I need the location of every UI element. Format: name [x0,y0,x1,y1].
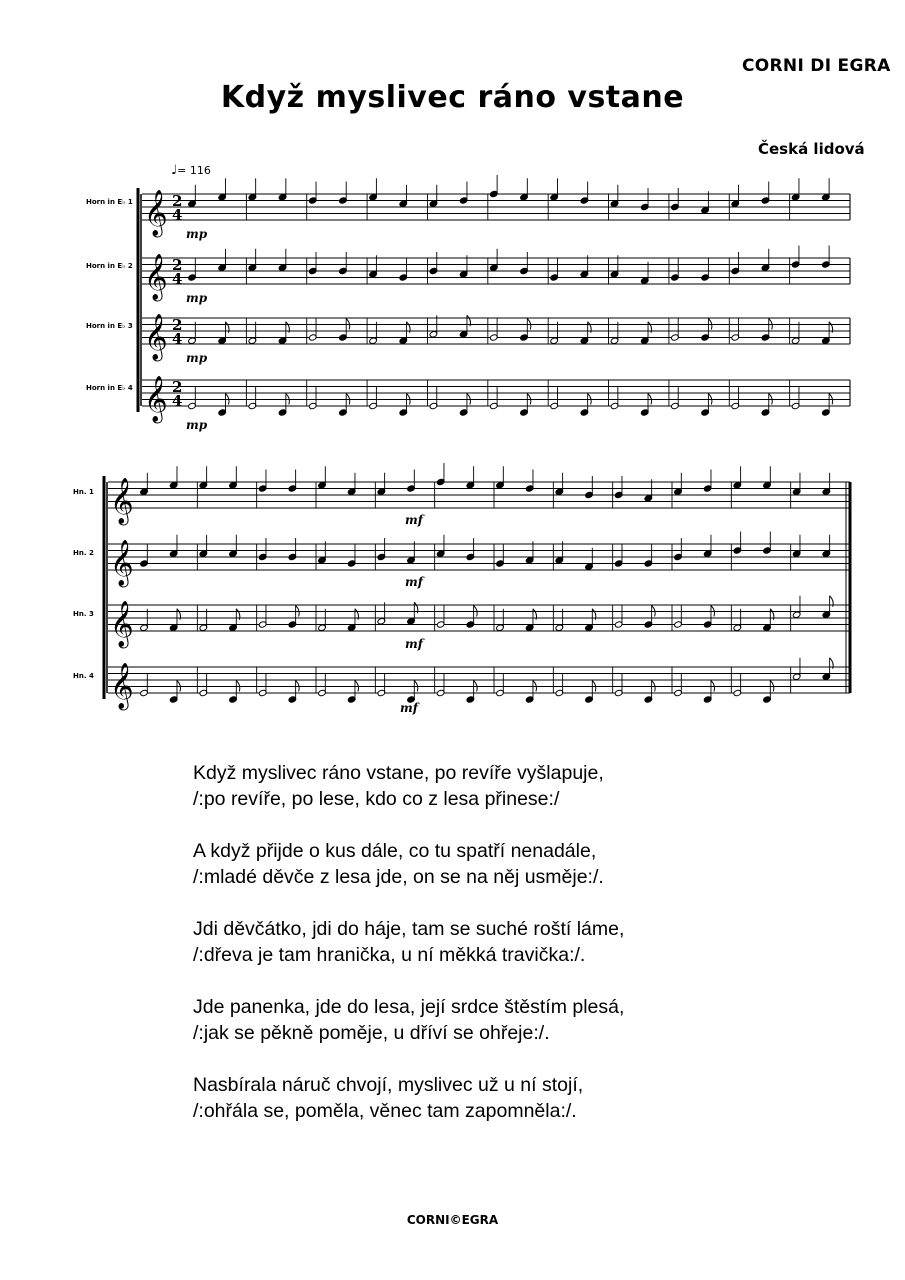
treble-clef-icon: 𝄞 [144,190,168,236]
time-signature-top: 2 [172,192,183,210]
note-flag [592,681,596,692]
note-flag [652,681,656,692]
note-flag [296,681,300,692]
treble-clef-icon: 𝄞 [110,663,134,709]
treble-clef-icon: 𝄞 [110,478,134,524]
staff-label-horn-3: Horn in E♭ 3 [86,322,133,330]
verse-1 [193,760,843,812]
staff-label-hn-4: Hn. 4 [73,672,94,680]
time-signature-bottom: 4 [172,270,183,288]
verse-line: /:dřeva je tam hranička, u ní měkká travička:/. [193,944,586,966]
note-flag [708,394,712,405]
time-signature-bottom: 4 [172,330,183,348]
verse-5 [193,1072,843,1124]
system-2 [104,463,850,715]
note-flag [829,394,833,405]
verse-line: /:jak se pěkně poměje, u dříví se ohřeje:/. [193,1022,550,1044]
note-flag [533,681,537,692]
time-signature-top: 2 [172,256,183,274]
system-1 [138,175,850,432]
verse-line: /:ohřála se, poměla, věnec tam zapomněla:/. [193,1100,577,1122]
verse-line: Nasbírala náruč chvojí, myslivec už u ní stojí, [193,1074,584,1096]
note-flag [711,681,715,692]
note-flag [708,319,712,330]
note-flag [769,319,773,330]
verse-line: /:po revíře, po lese, kdo co z lesa přinese:/ [193,788,560,810]
note-flag [474,681,478,692]
note-flag [652,606,656,617]
treble-clef-icon: 𝄞 [144,376,168,422]
note-flag [355,681,359,692]
time-signature-top: 2 [172,316,183,334]
staff-label-horn-4: Horn in E♭ 4 [86,384,133,392]
dynamic-marking: mf [400,701,418,715]
time-signature-bottom: 4 [172,392,183,410]
staff-label-hn-2: Hn. 2 [73,549,94,557]
note-flag [296,606,300,617]
treble-clef-icon: 𝄞 [144,254,168,300]
staff-label-hn-3: Hn. 3 [73,610,94,618]
note-flag [648,394,652,405]
verse-3 [193,916,843,968]
time-signature-top: 2 [172,378,183,396]
dynamic-marking: mp [186,291,208,305]
staff-label-horn-2: Horn in E♭ 2 [86,262,133,270]
staff-label-horn-1: Horn in E♭ 1 [86,198,133,206]
dynamic-marking: mp [186,418,208,432]
quarter-note-icon: ♩ [171,163,178,178]
treble-clef-icon: 𝄞 [110,540,134,586]
lyrics-block [193,760,843,1150]
dynamic-marking: mf [405,637,423,651]
note-flag [286,394,290,405]
verse-line: A když přijde o kus dále, co tu spatří nenadále, [193,840,597,862]
dynamic-marking: mp [186,227,208,241]
note-flag [770,681,774,692]
note-flag [225,394,229,405]
verse-line: Když myslivec ráno vstane, po revíře vyšlapuje, [193,762,604,784]
note-flag [236,681,240,692]
song-title: Když myslivec ráno vstane [220,80,685,115]
note-flag [407,394,411,405]
verse-line: Jde panenka, jde do lesa, její srdce štěstím plesá, [193,996,625,1018]
treble-clef-icon: 𝄞 [144,314,168,360]
note-flag [527,319,531,330]
note-flag [769,394,773,405]
note-flag [467,394,471,405]
tempo-value: = 116 [177,164,211,177]
note-flag [346,394,350,405]
footer-copyright: CORNI©EGRA [406,1213,499,1227]
treble-clef-icon: 𝄞 [110,601,134,647]
note-flag [527,394,531,405]
dynamic-marking: mf [405,575,423,589]
note-flag [474,606,478,617]
verse-2 [193,838,843,890]
note-flag [588,394,592,405]
song-origin: Česká lidová [758,140,865,158]
ensemble-name: CORNI DI EGRA [742,56,891,76]
dynamic-marking: mp [186,351,208,365]
verse-line: /:mladé děvče z lesa jde, on se na něj usměje:/. [193,866,604,888]
note-flag [346,319,350,330]
verse-line: Jdi děvčátko, jdi do háje, tam se suché roští láme, [193,918,625,940]
note-flag [711,606,715,617]
staff-label-hn-1: Hn. 1 [73,488,94,496]
note-flag [414,681,418,692]
time-signature-bottom: 4 [172,206,183,224]
dynamic-marking: mf [405,513,423,527]
note-flag [177,681,181,692]
verse-4 [193,994,843,1046]
